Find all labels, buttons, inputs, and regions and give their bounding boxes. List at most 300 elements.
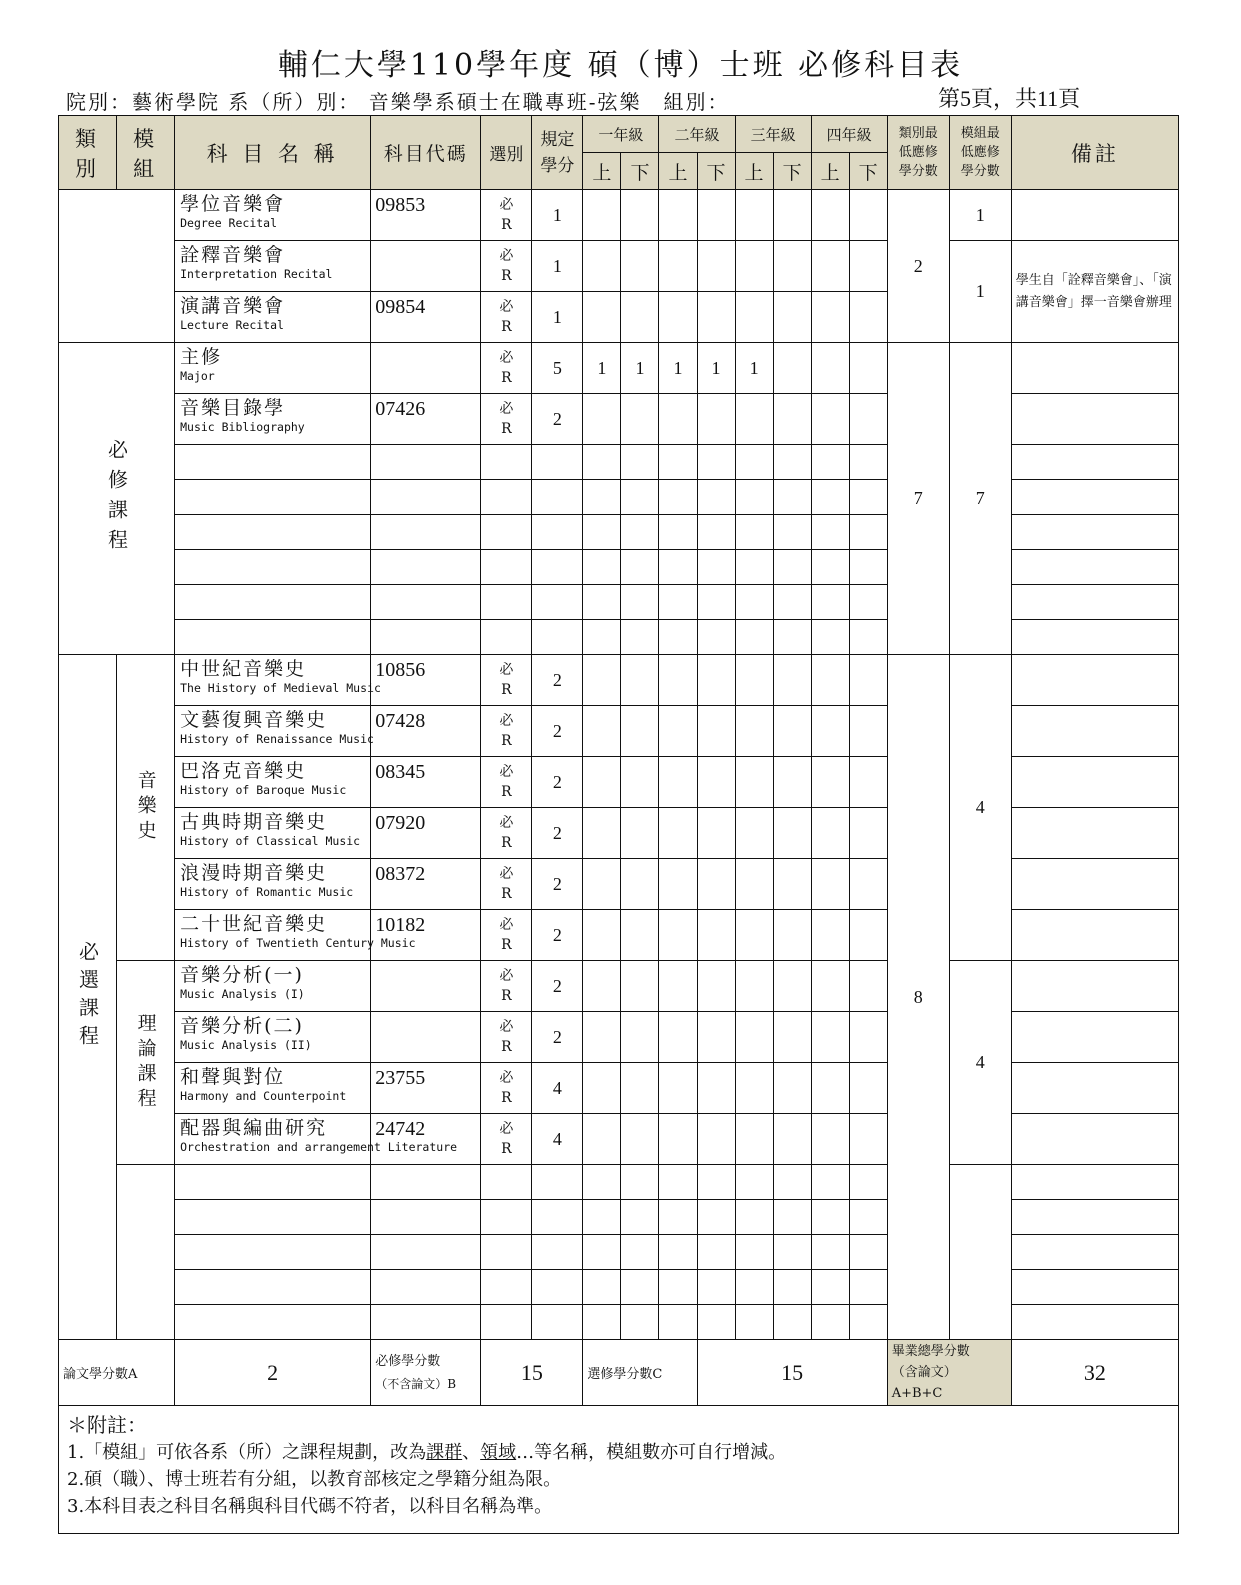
header-year3: 三年級 (735, 116, 811, 153)
table-row (59, 808, 1179, 859)
empty-course-code (371, 515, 481, 550)
course-name-en: Major (180, 369, 215, 383)
selection-zh: 必 (499, 1070, 514, 1086)
semester-credit-y2u (659, 655, 697, 706)
header-y1-lower: 下 (621, 153, 659, 190)
thesis-credits-value: 2 (175, 1340, 371, 1406)
header-category-min: 類別最 低應修 學分數 (887, 116, 949, 190)
empty-course-name (175, 1200, 371, 1235)
semester-credit-y1u (583, 655, 621, 706)
remark-cell (1011, 1235, 1178, 1270)
course-name-cell (175, 1012, 371, 1063)
course-selection (481, 394, 532, 445)
table-row (59, 445, 1179, 480)
semester-credit-y4l (849, 1114, 887, 1165)
semester-credit-y3u (735, 190, 773, 241)
module-text: 音樂史 (134, 770, 157, 845)
semester-credit-y1l (621, 241, 659, 292)
header-credits: 規定 學分 (532, 116, 583, 190)
remark-cell (1011, 480, 1178, 515)
empty-semester-cell (659, 445, 697, 480)
empty-semester-cell (811, 1270, 849, 1305)
header-selection: 選別 (481, 116, 532, 190)
empty-semester-cell (773, 1165, 811, 1200)
semester-credit-y2u (659, 961, 697, 1012)
semester-credit-y3u (735, 706, 773, 757)
empty-semester-cell (849, 1165, 887, 1200)
empty-semester-cell (621, 515, 659, 550)
remark-cell (1011, 343, 1178, 394)
semester-credit-y2l (697, 706, 735, 757)
header-y1-upper: 上 (583, 153, 621, 190)
semester-credit-y3l (773, 808, 811, 859)
total-label-line3: A+B+C (891, 1386, 943, 1401)
empty-semester-cell (735, 1235, 773, 1270)
course-selection (481, 859, 532, 910)
semester-credit-y3l (773, 394, 811, 445)
semester-credit-y2l (697, 859, 735, 910)
semester-credit-y4u (811, 655, 849, 706)
header-year4: 四年級 (811, 116, 887, 153)
semester-credit-y1u (583, 961, 621, 1012)
empty-semester-cell (773, 550, 811, 585)
table-row (59, 1165, 1179, 1200)
table-row (59, 343, 1179, 394)
semester-credit-y3u (735, 241, 773, 292)
empty-semester-cell (811, 620, 849, 655)
empty-semester-cell (849, 515, 887, 550)
course-code: 24742 (371, 1114, 481, 1165)
empty-selection (481, 1200, 532, 1235)
total-label-line1: 畢業總學分數 (891, 1344, 970, 1359)
semester-credit-y4u (811, 808, 849, 859)
course-name-zh: 古典時期音樂史 (180, 811, 328, 833)
header-y2-lower: 下 (697, 153, 735, 190)
footnote-2: 2.碩（職）、博士班若有分組，以教育部核定之學籍分組為限。 (67, 1469, 562, 1490)
course-name-zh: 文藝復興音樂史 (180, 709, 328, 731)
section1-category-min: 2 (887, 190, 949, 343)
empty-credits (532, 1270, 583, 1305)
course-name-zh: 音樂目錄學 (180, 397, 286, 419)
empty-semester-cell (735, 445, 773, 480)
empty-semester-cell (621, 1165, 659, 1200)
semester-credit-y4l (849, 1012, 887, 1063)
semester-credit-y4u (811, 1012, 849, 1063)
semester-credit-y3l (773, 190, 811, 241)
table-row (59, 550, 1179, 585)
semester-credit-y4l (849, 655, 887, 706)
semester-credit-y1l (621, 706, 659, 757)
empty-semester-cell (583, 550, 621, 585)
empty-semester-cell (811, 515, 849, 550)
header-y4-upper: 上 (811, 153, 849, 190)
semester-credit-y3u (735, 808, 773, 859)
empty-selection (481, 515, 532, 550)
footnote-3: 3.本科目表之科目名稱與科目代碼不符者，以科目名稱為準。 (67, 1496, 553, 1517)
semester-credit-y2l (697, 241, 735, 292)
course-credits: 1 (532, 190, 583, 241)
semester-credit-y4u (811, 241, 849, 292)
empty-semester-cell (697, 480, 735, 515)
total-label-line2: （含論文） (891, 1365, 957, 1380)
empty-semester-cell (583, 1235, 621, 1270)
semester-credit-y4u (811, 1114, 849, 1165)
empty-semester-cell (735, 1200, 773, 1235)
semester-credit-y1u (583, 1114, 621, 1165)
section1-category (59, 190, 175, 343)
course-name-cell (175, 706, 374, 757)
empty-credits (532, 515, 583, 550)
empty-course-name (175, 480, 371, 515)
remark-cell (1011, 808, 1178, 859)
required-label-line2: （不含論文）B (375, 1376, 457, 1391)
course-name-cell (175, 1063, 371, 1114)
empty-semester-cell (735, 1270, 773, 1305)
semester-credit-y3u (735, 292, 773, 343)
empty-semester-cell (773, 480, 811, 515)
semester-credit-y1u (583, 190, 621, 241)
section1-remark-2: 學生自「詮釋音樂會」、「演講音樂會」擇一音樂會辦理 (1011, 241, 1178, 343)
table-row (59, 1012, 1179, 1063)
semester-credit-y2u (659, 757, 697, 808)
remark-cell (1011, 1200, 1178, 1235)
course-selection (481, 655, 532, 706)
semester-credit-y4u (811, 706, 849, 757)
empty-semester-cell (811, 480, 849, 515)
semester-credit-y4u (811, 394, 849, 445)
course-name-zh: 和聲與對位 (180, 1066, 286, 1088)
remark-cell (1011, 1114, 1178, 1165)
course-name-zh: 音樂分析(二) (180, 1015, 304, 1037)
semester-credit-y2l (697, 961, 735, 1012)
empty-semester-cell (583, 1305, 621, 1340)
table-row (59, 1305, 1179, 1340)
empty-semester-cell (849, 1200, 887, 1235)
semester-credit-y2u: 1 (659, 343, 697, 394)
semester-credit-y1u (583, 757, 621, 808)
course-code: 07920 (371, 808, 481, 859)
empty-course-name (175, 620, 371, 655)
empty-credits (532, 585, 583, 620)
semester-credit-y3l (773, 1114, 811, 1165)
remark-cell (1011, 394, 1178, 445)
table-row (59, 1200, 1179, 1235)
empty-semester-cell (735, 585, 773, 620)
empty-semester-cell (811, 445, 849, 480)
semester-credit-y4l (849, 1063, 887, 1114)
course-name-cell (175, 859, 371, 910)
selection-zh: 必 (499, 248, 514, 264)
semester-credit-y3u (735, 757, 773, 808)
course-credits: 1 (532, 292, 583, 343)
empty-semester-cell (659, 620, 697, 655)
course-name-cell (175, 190, 371, 241)
semester-credit-y4u (811, 343, 849, 394)
empty-module-cell (117, 1165, 175, 1340)
remark-cell (1011, 1165, 1178, 1200)
empty-semester-cell (659, 1235, 697, 1270)
selection-en: R (501, 682, 512, 698)
table-row (59, 706, 1179, 757)
remark-cell (1011, 1270, 1178, 1305)
section3-module-min-b: 4 (949, 961, 1011, 1165)
empty-semester-cell (697, 1200, 735, 1235)
course-name-en: Music Analysis (II) (180, 1038, 312, 1052)
course-selection (481, 910, 532, 961)
semester-credit-y1l (621, 961, 659, 1012)
course-name-cell (175, 292, 371, 343)
empty-course-code (371, 1305, 481, 1340)
empty-semester-cell (621, 1235, 659, 1270)
empty-course-name (175, 445, 371, 480)
empty-semester-cell (735, 550, 773, 585)
semester-credit-y4l (849, 190, 887, 241)
semester-credit-y3l (773, 757, 811, 808)
semester-credit-y3u (735, 1012, 773, 1063)
empty-semester-cell (659, 550, 697, 585)
section1-remark-1 (1011, 190, 1178, 241)
empty-course-name (175, 1235, 371, 1270)
selection-en: R (501, 1141, 512, 1157)
course-name-zh: 巴洛克音樂史 (180, 760, 307, 782)
section3-category-min: 8 (887, 655, 949, 1340)
course-name-zh: 學位音樂會 (180, 193, 286, 215)
empty-credits (532, 480, 583, 515)
semester-credit-y1u (583, 241, 621, 292)
table-row (59, 1270, 1179, 1305)
empty-semester-cell (583, 1165, 621, 1200)
footnote-heading: ＊附註： (67, 1413, 147, 1437)
semester-credit-y4l (849, 757, 887, 808)
course-code: 10856 (371, 655, 481, 706)
remark-cell (1011, 706, 1178, 757)
semester-credit-y2l (697, 757, 735, 808)
page-title: 輔仁大學110學年度 碩（博）士班 必修科目表 (277, 48, 964, 83)
course-name-cell (175, 961, 371, 1012)
course-name-cell (175, 394, 371, 445)
table-row (59, 585, 1179, 620)
empty-selection (481, 1235, 532, 1270)
remark-cell (1011, 859, 1178, 910)
empty-semester-cell (735, 1305, 773, 1340)
semester-credit-y4u (811, 1063, 849, 1114)
selection-en: R (501, 886, 512, 902)
selection-en: R (501, 268, 512, 284)
page-number: 第5頁，共11頁 (938, 86, 1081, 111)
remark-cell (1011, 1012, 1178, 1063)
selection-zh: 必 (499, 866, 514, 882)
course-credits: 2 (532, 859, 583, 910)
course-code: 08345 (371, 757, 481, 808)
semester-credit-y2u (659, 1012, 697, 1063)
category-text: 必修課程 (104, 438, 129, 559)
empty-credits (532, 1200, 583, 1235)
semester-credit-y4l (849, 961, 887, 1012)
course-name-en: History of Renaissance Music (180, 732, 374, 746)
course-selection (481, 343, 532, 394)
course-name-zh: 演講音樂會 (180, 295, 286, 317)
semester-credit-y4l (849, 343, 887, 394)
module-label-theory (117, 961, 175, 1165)
course-code: 08372 (371, 859, 481, 910)
semester-credit-y2l (697, 292, 735, 343)
semester-credit-y4l (849, 808, 887, 859)
empty-course-name (175, 1270, 371, 1305)
section1-module-min-2: 1 (949, 241, 1011, 343)
semester-credit-y1u (583, 292, 621, 343)
course-name-en: Music Analysis (I) (180, 987, 305, 1001)
selection-zh: 必 (499, 968, 514, 984)
course-name-cell (175, 343, 371, 394)
semester-credit-y2u (659, 910, 697, 961)
course-selection (481, 706, 532, 757)
semester-credit-y2u (659, 1063, 697, 1114)
required-credits-value: 15 (481, 1340, 583, 1406)
empty-semester-cell (735, 620, 773, 655)
empty-semester-cell (811, 1235, 849, 1270)
semester-credit-y4u (811, 190, 849, 241)
empty-semester-cell (659, 480, 697, 515)
selection-zh: 必 (499, 350, 514, 366)
course-name-cell (175, 655, 381, 706)
department-line: 院別：藝術學院 系（所）別： 音樂學系碩士在職專班-弦樂 組別： (66, 90, 730, 114)
empty-semester-cell (849, 1305, 887, 1340)
course-name-en: Interpretation Recital (180, 267, 333, 281)
empty-selection (481, 445, 532, 480)
summary-row (59, 1340, 1179, 1406)
empty-semester-cell (659, 515, 697, 550)
semester-credit-y3l (773, 1063, 811, 1114)
course-selection (481, 1012, 532, 1063)
empty-selection (481, 550, 532, 585)
semester-credit-y2u (659, 859, 697, 910)
course-name-en: History of Romantic Music (180, 885, 354, 899)
empty-semester-cell (621, 480, 659, 515)
empty-semester-cell (849, 1235, 887, 1270)
selection-en: R (501, 988, 512, 1004)
course-name-en: The History of Medieval Music (180, 681, 381, 695)
semester-credit-y1u (583, 706, 621, 757)
semester-credit-y1u (583, 910, 621, 961)
semester-credit-y1u (583, 808, 621, 859)
table-row (59, 1235, 1179, 1270)
empty-semester-cell (583, 515, 621, 550)
remark-cell (1011, 655, 1178, 706)
course-credits: 2 (532, 655, 583, 706)
empty-course-code (371, 550, 481, 585)
semester-credit-y3l (773, 655, 811, 706)
semester-credit-y4u (811, 910, 849, 961)
course-selection (481, 757, 532, 808)
empty-semester-cell (659, 1305, 697, 1340)
semester-credit-y2u (659, 706, 697, 757)
semester-credit-y2u (659, 292, 697, 343)
footer-row (59, 1406, 1179, 1534)
header-remarks: 備註 (1011, 116, 1178, 190)
empty-selection (481, 1165, 532, 1200)
course-credits: 2 (532, 808, 583, 859)
empty-semester-cell (621, 585, 659, 620)
empty-semester-cell (811, 550, 849, 585)
empty-semester-cell (583, 585, 621, 620)
empty-semester-cell (811, 1200, 849, 1235)
empty-credits (532, 445, 583, 480)
empty-semester-cell (735, 480, 773, 515)
semester-credit-y1l (621, 859, 659, 910)
selection-zh: 必 (499, 815, 514, 831)
empty-selection (481, 1270, 532, 1305)
empty-semester-cell (811, 585, 849, 620)
course-credits: 2 (532, 910, 583, 961)
empty-course-code (371, 1165, 481, 1200)
empty-course-name (175, 515, 371, 550)
selection-zh: 必 (499, 299, 514, 315)
empty-semester-cell (697, 585, 735, 620)
selection-zh: 必 (499, 1121, 514, 1137)
course-selection (481, 190, 532, 241)
course-credits: 2 (532, 757, 583, 808)
course-credits: 2 (532, 706, 583, 757)
table-row (59, 620, 1179, 655)
course-code: 07428 (371, 706, 481, 757)
semester-credit-y1l (621, 757, 659, 808)
empty-semester-cell (849, 585, 887, 620)
semester-credit-y2l (697, 1012, 735, 1063)
course-name-zh: 配器與編曲研究 (180, 1117, 328, 1139)
empty-course-name (175, 1305, 371, 1340)
empty-semester-cell (621, 445, 659, 480)
selection-zh: 必 (499, 1019, 514, 1035)
header-category: 類 別 (59, 116, 117, 190)
remark-cell (1011, 550, 1178, 585)
table-row (59, 1063, 1179, 1114)
selection-zh: 必 (499, 197, 514, 213)
section2-module-min: 7 (949, 343, 1011, 655)
empty-selection (481, 620, 532, 655)
selection-en: R (501, 370, 512, 386)
footnote-1: 1.「模組」可依各系（所）之課程規劃，改為課群、領域…等名稱，模組數亦可自行增減。 (67, 1442, 787, 1463)
selection-en: R (501, 937, 512, 953)
selection-en: R (501, 1090, 512, 1106)
semester-credit-y2u (659, 190, 697, 241)
semester-credit-y2u (659, 241, 697, 292)
header-y3-lower: 下 (773, 153, 811, 190)
table-row (59, 655, 1179, 706)
table-row (59, 515, 1179, 550)
thesis-credits-label: 論文學分數A (59, 1340, 175, 1406)
semester-credit-y3l (773, 241, 811, 292)
course-credits: 5 (532, 343, 583, 394)
course-name-en: Music Bibliography (180, 420, 305, 434)
footnotes (59, 1406, 1179, 1534)
remark-cell (1011, 757, 1178, 808)
empty-course-name (175, 550, 371, 585)
selection-en: R (501, 421, 512, 437)
semester-credit-y2l (697, 910, 735, 961)
empty-course-code (371, 480, 481, 515)
course-selection (481, 808, 532, 859)
course-name-zh: 主修 (180, 346, 223, 368)
course-selection (481, 961, 532, 1012)
empty-semester-cell (849, 620, 887, 655)
course-name-zh: 二十世紀音樂史 (180, 913, 328, 935)
table-row (59, 241, 1179, 292)
course-name-zh: 浪漫時期音樂史 (180, 862, 328, 884)
header-year1: 一年級 (583, 116, 659, 153)
course-credits: 4 (532, 1063, 583, 1114)
empty-semester-cell (583, 480, 621, 515)
semester-credit-y4l (849, 241, 887, 292)
